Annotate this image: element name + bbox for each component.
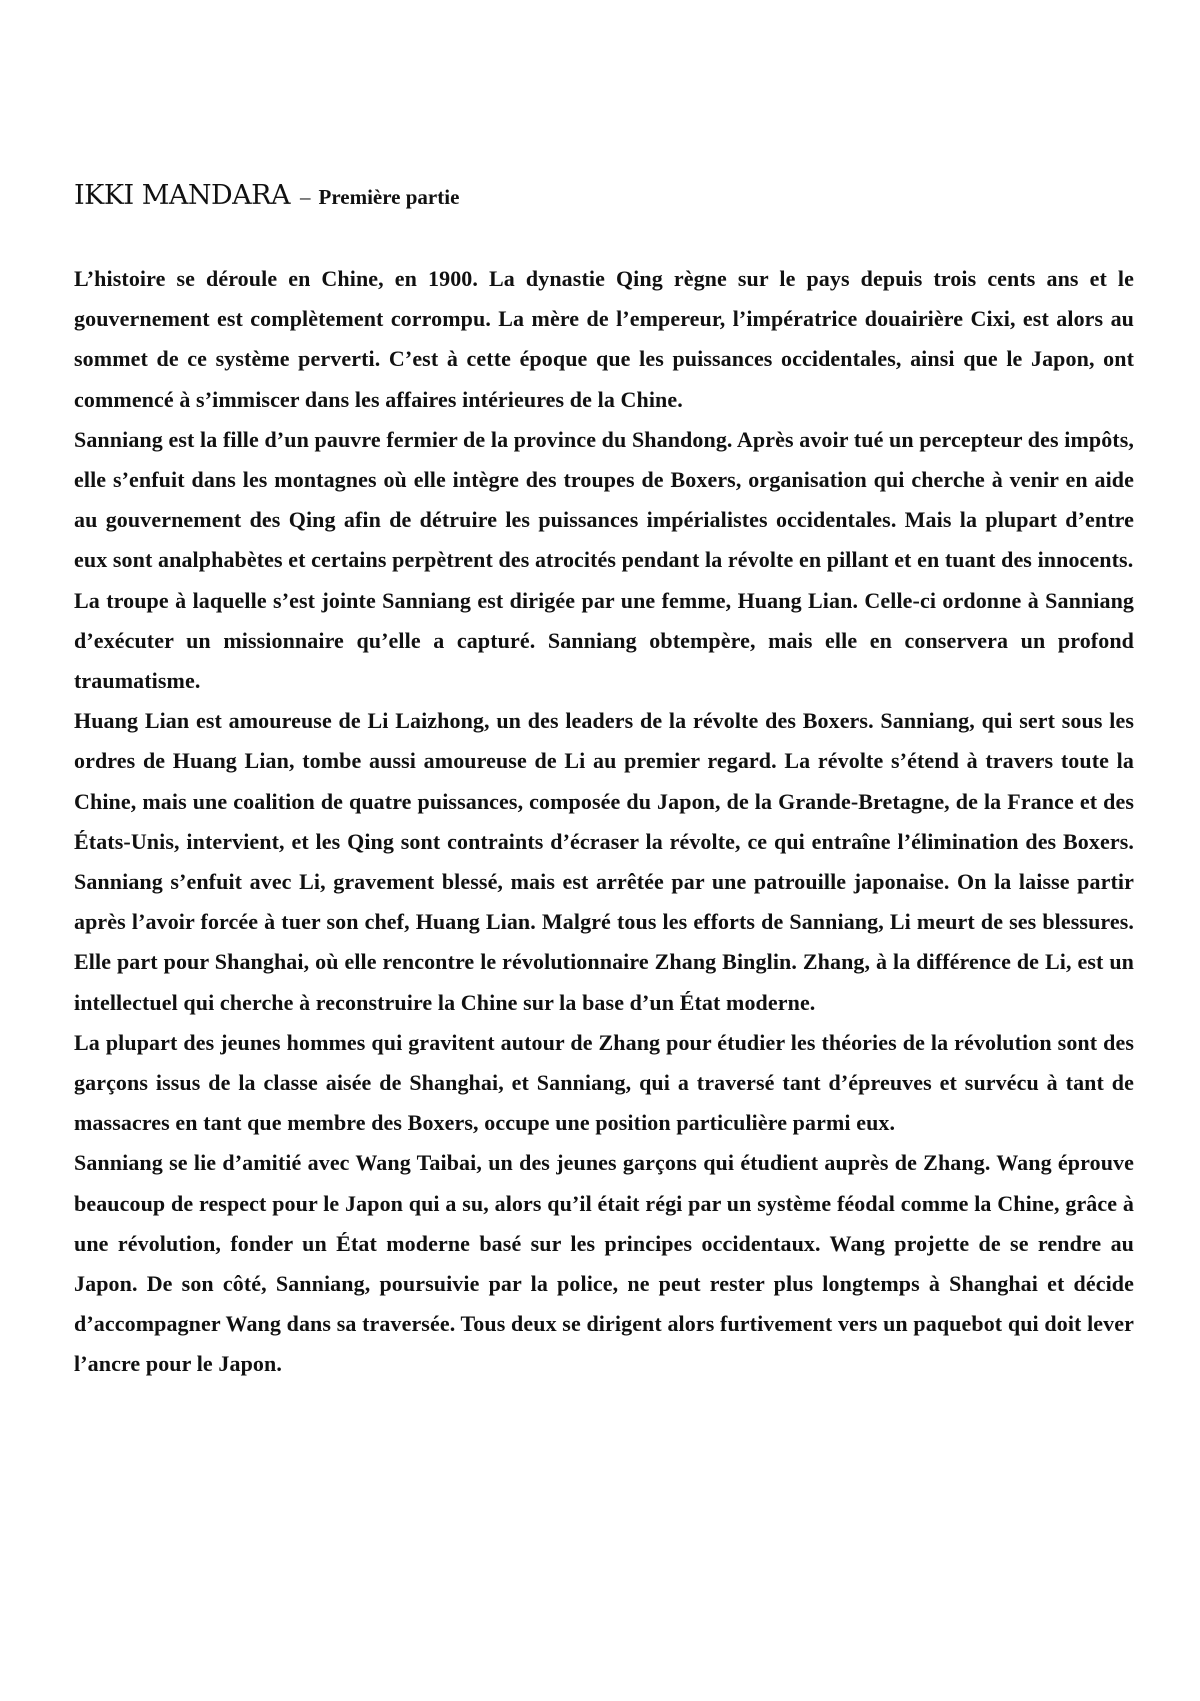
paragraph: L’histoire se déroule en Chine, en 1900. La dynastie Qing règne sur le pays depuis trois cents ans et le gouvernement est complètement corrompu. La mère de l’empereur, l’impératrice douairière Cixi, est alors au sommet de ce système perverti. C’est à cette époque que les puissances occidentales, ainsi que le Japon, ont commencé à s’immiscer dans les affaires intérieures de la Chine. [74, 266, 1134, 412]
paragraph: Huang Lian est amoureuse de Li Laizhong, un des leaders de la révolte des Boxers. Sanniang, qui sert sous les ordres de Huang Lian, tombe aussi amoureuse de Li au premier regard. La révolte s’étend à travers toute la Chine, mais une coalition de quatre puissances, composée du Japon, de la Grande-Bretagne, de la France et des États-Unis, intervient, et les Qing sont contraints d’écraser la révolte, ce qui entraîne l’élimination des Boxers. Sanniang s’enfuit avec Li, gravement blessé, mais est arrêtée par une patrouille japonaise. On la laisse partir après l’avoir forcée à tuer son chef, Huang Lian. Malgré tous les efforts de Sanniang, Li meurt de ses blessures. Elle part pour Shanghai, où elle rencontre le révolutionnaire Zhang Binglin. Zhang, à la différence de Li, est un intellectuel qui cherche à reconstruire la Chine sur la base d’un État moderne. [74, 708, 1134, 1015]
document-page [74, 180, 1134, 1385]
paragraph: Sanniang se lie d’amitié avec Wang Taibai, un des jeunes garçons qui étudient auprès de Zhang. Wang éprouve beaucoup de respect pour le Japon qui a su, alors qu’il était régi par un système féodal comme la Chine, grâce à une révolution, fonder un État moderne basé sur les principes occidentaux. Wang projette de se rendre au Japon. De son côté, Sanniang, poursuivie par la police, ne peut rester plus longtemps à Shanghai et décide d’accompagner Wang dans sa traversée. Tous deux se dirigent alors furtivement vers un paquebot qui doit lever l’ancre pour le Japon. [74, 1150, 1134, 1377]
title-subtitle: Première partie [318, 185, 460, 209]
paragraph: La troupe à laquelle s’est jointe Sanniang est dirigée par une femme, Huang Lian. Celle-ci ordonne à Sanniang d’exécuter un missionnaire qu’elle a capturé. Sanniang obtempère, mais elle en conservera un profond traumatisme. [74, 587, 1134, 694]
synopsis-body [74, 259, 1134, 1385]
paragraph: La plupart des jeunes hommes qui gravitent autour de Zhang pour étudier les théories de la révolution sont des garçons issus de la classe aisée de Shanghai, et Sanniang, qui a traversé tant d’épreuves et survécu à tant de massacres en tant que membre des Boxers, occupe une position particulière parmi eux. [74, 1029, 1134, 1136]
title-separator: – [300, 185, 311, 209]
title-main: IKKI MANDARA [74, 180, 290, 211]
document-title [74, 180, 1134, 211]
paragraph: Sanniang est la fille d’un pauvre fermier de la province du Shandong. Après avoir tué un percepteur des impôts, elle s’enfuit dans les montagnes où elle intègre des troupes de Boxers, organisation qui cherche à venir en aide au gouvernement des Qing afin de détruire les puissances impérialistes occidentales. Mais la plupart d’entre eux sont analphabètes et certains perpètrent des atrocités pendant la révolte en pillant et en tuant des innocents. [74, 426, 1134, 573]
